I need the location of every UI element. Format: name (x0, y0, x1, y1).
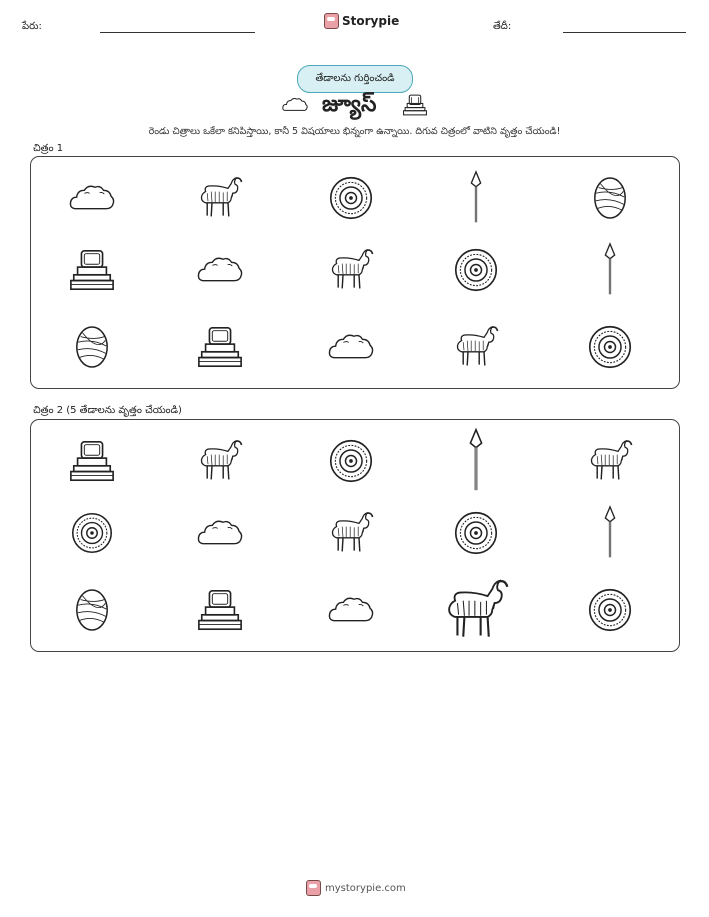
spear-icon (580, 242, 640, 298)
shield-icon[interactable] (321, 433, 381, 489)
shield-icon[interactable] (446, 505, 506, 561)
shield-icon (446, 242, 506, 298)
date-label: తేదీ: (493, 21, 512, 32)
goat-icon[interactable] (190, 433, 250, 489)
throne-icon (190, 319, 250, 375)
egg-icon (62, 319, 122, 375)
shield-icon[interactable] (580, 582, 640, 638)
date-line (563, 32, 686, 33)
cloud-icon (321, 319, 381, 375)
brand-name: Storypie (342, 14, 400, 28)
goat-icon (446, 319, 506, 375)
page-title: జ్యూస్ (322, 92, 377, 117)
title-throne-icon (402, 92, 428, 122)
name-line (100, 32, 255, 33)
footer-site: mystorypie.com (325, 882, 406, 894)
shield-icon[interactable] (64, 506, 121, 559)
throne-icon[interactable] (62, 433, 122, 489)
picture2-label: చిత్రం 2 (5 తేడాలను వృత్తం చేయండి) (33, 405, 182, 416)
throne-icon[interactable] (190, 582, 250, 638)
cloud-icon[interactable] (321, 582, 381, 638)
throne-icon (62, 242, 122, 298)
goat-icon[interactable] (433, 569, 520, 650)
footer (306, 880, 406, 896)
spear-icon[interactable] (580, 505, 640, 561)
cloud-icon[interactable] (190, 505, 250, 561)
shield-icon (580, 319, 640, 375)
activity-badge: తేడాలను గుర్తించండి (297, 65, 413, 93)
title-cloud-icon (281, 96, 309, 118)
cloud-icon (190, 242, 250, 298)
spear-icon[interactable] (440, 427, 512, 494)
goat-icon (190, 170, 250, 226)
picture1-label: చిత్రం 1 (33, 143, 64, 154)
egg-icon (580, 170, 640, 226)
goat-icon (321, 242, 381, 298)
goat-icon[interactable] (321, 505, 381, 561)
instructions: రెండు చిత్రాలు ఒకేలా కనిపిస్తాయి, కానీ 5 విషయాలు భిన్నంగా ఉన్నాయి. దిగువ చిత్రంలో వాటిని వృత్తం చేయండి! (148, 126, 561, 137)
shield-icon (321, 170, 381, 226)
storypie-logo-icon (306, 880, 321, 896)
egg-icon[interactable] (62, 582, 122, 638)
storypie-logo-icon (324, 13, 339, 29)
name-label: పేరు: (22, 21, 42, 32)
spear-icon (446, 170, 506, 226)
brand-logo (324, 13, 399, 29)
cloud-icon (62, 170, 122, 226)
goat-icon[interactable] (580, 433, 640, 489)
